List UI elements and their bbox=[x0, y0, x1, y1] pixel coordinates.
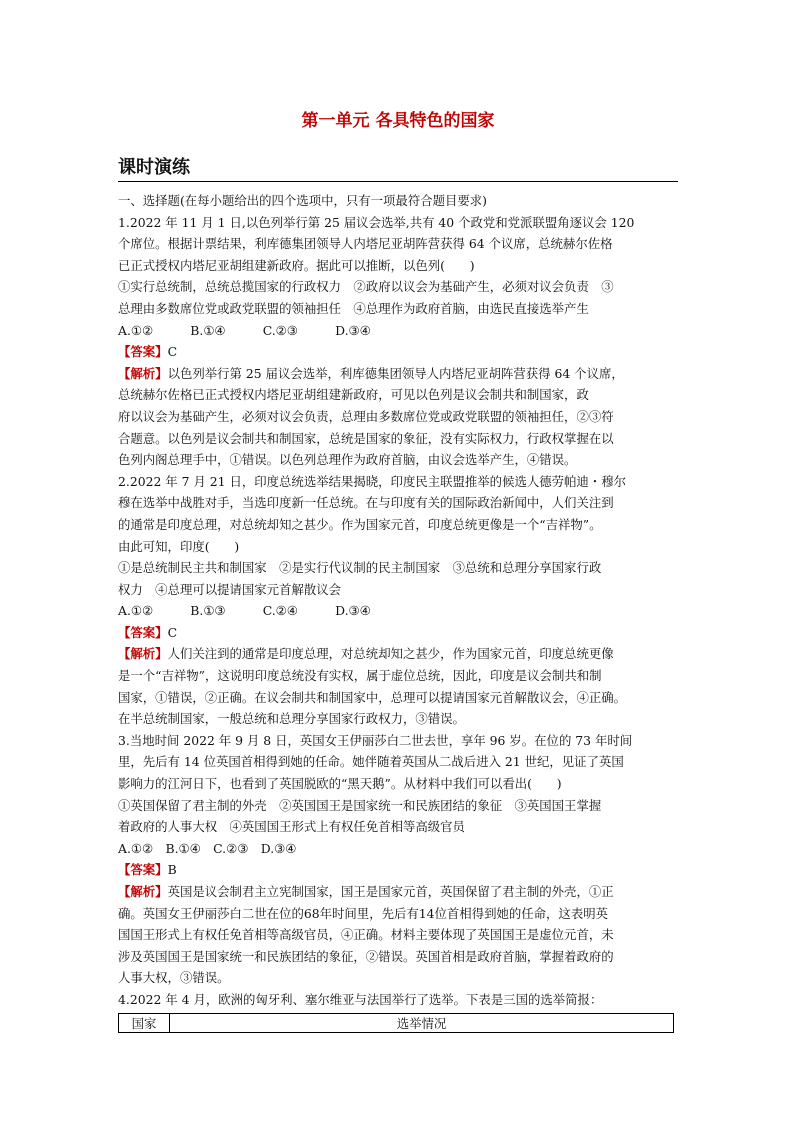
question-stem-line: 已正式授权内塔尼亚胡组建新政府。据此可以推断，以色列( ) bbox=[118, 257, 475, 273]
answer-label: 【答案】 bbox=[118, 624, 168, 640]
answer-line bbox=[118, 859, 678, 881]
question-stem-line: 穆在选举中战胜对手，当选印度新一任总统。在与印度有关的国际政治新闻中，人们关注到 bbox=[118, 495, 614, 511]
answer-value: B bbox=[167, 862, 177, 878]
analysis-line: 国国王形式上有权任免首相等高级官员，④正确。材料主要体现了英国国王是虚位元首，未 bbox=[118, 927, 614, 943]
analysis-line: 涉及英国国王是国家统一和民族团结的象征，②错误。英国首相是政府首脑，掌握着政府的 bbox=[118, 948, 614, 964]
analysis-line: 国家，①错误，②正确。在议会制共和制国家中，总理可以提请国家元首解散议会，④正确。 bbox=[118, 689, 627, 705]
choice-line: ①是总统制民主共和制国家 ②是实行代议制的民主制国家 ③总统和总理分享国家行政 bbox=[118, 560, 602, 576]
answer-line bbox=[118, 341, 678, 363]
question-4 bbox=[118, 989, 678, 1033]
question-stem-line: 由此可知，印度( ) bbox=[118, 538, 240, 554]
analysis-label: 【解析】 bbox=[118, 646, 168, 662]
analysis-line bbox=[118, 363, 678, 385]
analysis-line: 总统赫尔佐格已正式授权内塔尼亚胡组建新政府，可见以色列是议会制共和制国家，政 bbox=[118, 387, 589, 403]
question-stem-line: 里，先后有 14 位英国首相得到她的任命。她伴随着英国从二战后进入 21 世纪，见证了英国 bbox=[118, 754, 624, 770]
part-heading: 一、选择题(在每小题给出的四个选项中，只有一项最符合题目要求) bbox=[118, 193, 487, 208]
question-stem-line: 影响力的江河日下，也看到了英国脱欧的“黑天鹅”。从材料中我们可以看出( ) bbox=[118, 776, 562, 792]
answer-options: A.①② B.①③ C.②④ D.③④ bbox=[118, 603, 371, 619]
table-header-cell: 国家 bbox=[119, 1013, 170, 1032]
choice-line: 总理由多数席位党或政党联盟的领袖担任 ④总理作为政府首脑，由选民直接选举产生 bbox=[118, 300, 589, 316]
answer-options: A.①② B.①④ C.②③ D.③④ bbox=[118, 322, 371, 338]
question-1 bbox=[118, 212, 678, 471]
question-stem-line: 个席位。根据计票结果，利库德集团领导人内塔尼亚胡阵营获得 64 个议席，总统赫尔佐格 bbox=[118, 236, 613, 252]
election-table bbox=[118, 1013, 674, 1033]
question-stem-line: 的通常是印度总理，对总统却知之甚少。作为国家元首，印度总统更像是一个“吉祥物”。 bbox=[118, 516, 602, 532]
analysis-text: 以色列举行第 25 届议会选举，利库德集团领导人内塔尼亚胡阵营获得 64 个议席， bbox=[167, 365, 624, 381]
answer-line bbox=[118, 622, 678, 644]
choice-line: ①英国保留了君主制的外壳 ②英国国王是国家统一和民族团结的象征 ③英国国王掌握 bbox=[118, 797, 602, 813]
analysis-line: 府以议会为基础产生，必须对议会负责，总理由多数席位党或政党联盟的领袖担任，②③符 bbox=[118, 408, 614, 424]
choice-line: 着政府的人事大权 ④英国国王形式上有权任免首相等高级官员 bbox=[118, 819, 465, 835]
answer-label: 【答案】 bbox=[118, 862, 168, 878]
analysis-text: 英国是议会制君主立宪制国家，国王是国家元首，英国保留了君主制的外壳，①正 bbox=[167, 884, 614, 899]
choice-line: 权力 ④总理可以提请国家元首解散议会 bbox=[118, 581, 342, 597]
answer-value: C bbox=[167, 624, 178, 640]
question-stem-line: 2.2022 年 7 月 21 日，印度总统选举结果揭晓，印度民主联盟推举的候选人德劳帕迪・穆尔 bbox=[118, 473, 626, 489]
analysis-label: 【解析】 bbox=[118, 365, 168, 381]
analysis-line: 在半总统制国家，一般总统和总理分享国家行政权力，③错误。 bbox=[118, 711, 465, 727]
analysis-line: 确。英国女王伊丽莎白二世在位的68年时间里，先后有14位首相得到她的任命，这表明英 bbox=[118, 905, 608, 921]
table-header-cell: 选举情况 bbox=[170, 1013, 674, 1032]
page-title: 第一单元 各具特色的国家 bbox=[301, 111, 495, 131]
analysis-line bbox=[118, 643, 678, 665]
analysis-line: 色列内阁总理手中，①错误。以色列总理作为政府首脑，由议会选举产生，④错误。 bbox=[118, 452, 577, 468]
choice-line: ①实行总统制，总统总揽国家的行政权力 ②政府以议会为基础产生，必须对议会负责 ③ bbox=[118, 279, 614, 295]
table-header-row bbox=[119, 1013, 674, 1032]
analysis-text: 人们关注到的通常是印度总理，对总统却知之甚少，作为国家元首，印度总统更像 bbox=[167, 646, 614, 662]
question-stem-line: 4.2022 年 4 月，欧洲的匈牙利、塞尔维亚与法国举行了选举。下表是三国的选举简报： bbox=[118, 991, 603, 1007]
analysis-line: 合题意。以色列是议会制共和制国家，总统是国家的象征，没有实际权力，行政权掌握在以 bbox=[118, 430, 614, 446]
analysis-line: 是一个“吉祥物”，这说明印度总统没有实权，属于虚位总统，因此，印度是议会制共和制 bbox=[118, 668, 602, 684]
answer-label: 【答案】 bbox=[118, 344, 168, 360]
question-3 bbox=[118, 730, 678, 989]
analysis-line bbox=[118, 881, 678, 903]
answer-options: A.①② B.①④ C.②③ D.③④ bbox=[118, 840, 297, 856]
answer-value: C bbox=[167, 344, 178, 360]
document-page bbox=[118, 100, 678, 1033]
question-2 bbox=[118, 471, 678, 730]
analysis-line: 人事大权，③错误。 bbox=[118, 970, 230, 986]
section-heading: 课时演练 bbox=[118, 153, 678, 182]
question-stem-line: 3.当地时间 2022 年 9 月 8 日，英国女王伊丽莎白二世去世，享年 96 岁。在位的 73 年时间 bbox=[118, 732, 633, 748]
question-stem-line: 1.2022 年 11 月 1 日,以色列举行第 25 届议会选举,共有 40 个政党和党派联盟角逐议会 120 bbox=[118, 214, 635, 230]
analysis-label: 【解析】 bbox=[118, 884, 168, 899]
